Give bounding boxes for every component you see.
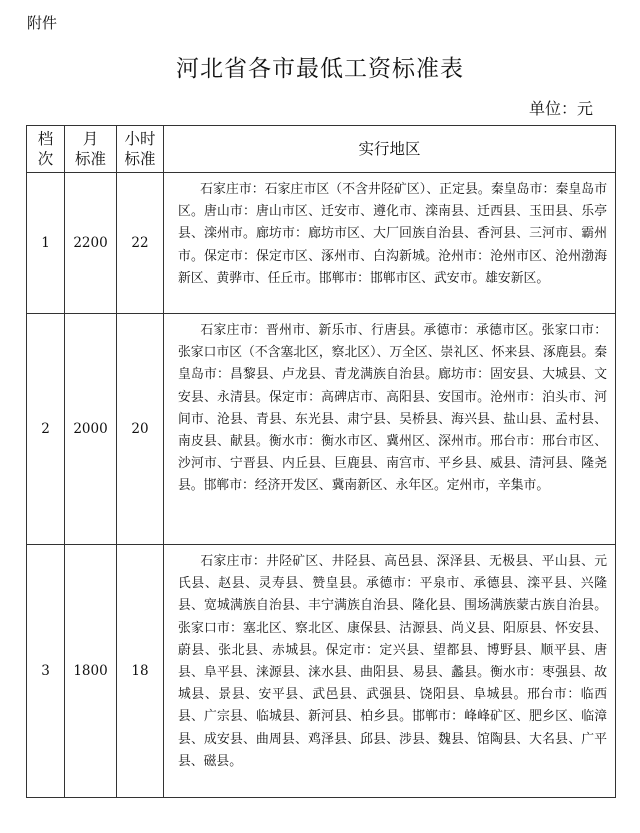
area-cell bbox=[164, 173, 616, 314]
header-area: 实行地区 bbox=[164, 126, 616, 173]
area-text: 石家庄市：井陉矿区、井陉县、高邑县、深泽县、无极县、平山县、元氏县、赵县、灵寿县、赞皇县。承德市：平泉市、承德县、滦平县、兴隆县、宽城满族自治县、丰宁满族自治县、隆化县、围场满族蒙古族自治县。张家口市：塞北区、察北区、康保县、沽源县、尚义县、阳原县、怀安县、蔚县、张北县、赤城县。保定市：定兴县、望都县、博野县、顺平县、唐县、阜平县、涞源县、涞水县、曲阳县、易县、蠡县。衡水市：枣强县、故城县、景县、安平县、武邑县、武强县、饶阳县、阜城县。邢台市：临西县、广宗县、临城县、新河县、柏乡县。邯郸市：峰峰矿区、肥乡区、临漳县、成安县、曲周县、鸡泽县、邱县、涉县、魏县、馆陶县、大名县、广平县、磁县。 bbox=[178, 554, 607, 769]
hourly-cell: 18 bbox=[117, 545, 164, 798]
table-header-row bbox=[27, 126, 616, 173]
header-hourly-line1: 小时 bbox=[124, 130, 156, 148]
table-row bbox=[27, 545, 616, 798]
header-monthly-line2: 标准 bbox=[74, 150, 106, 168]
area-cell bbox=[164, 314, 616, 545]
monthly-cell: 2200 bbox=[65, 173, 117, 314]
hourly-cell: 20 bbox=[117, 314, 164, 545]
header-tier bbox=[27, 126, 65, 173]
table-row bbox=[27, 314, 616, 545]
tier-cell: 1 bbox=[27, 173, 65, 314]
header-tier-line1: 档 bbox=[37, 130, 54, 148]
area-cell bbox=[164, 545, 616, 798]
table-row bbox=[27, 173, 616, 314]
area-text: 石家庄市：晋州市、新乐市、行唐县。承德市：承德市区。张家口市：张家口市区（不含塞北区，察北区）、万全区、崇礼区、怀来县、涿鹿县。秦皇岛市：昌黎县、卢龙县、青龙满族自治县。廊坊市：固安县、大城县、文安县、永清县。保定市：高碑店市、高阳县、安国市。沧州市：泊头市、河间市、沧县、青县、东光县、肃宁县、吴桥县、海兴县、盐山县、孟村县、南皮县、献县。衡水市：衡水市区、冀州区、深州市。邢台市：邢台市区、沙河市、宁晋县、内丘县、巨鹿县、南宫市、平乡县、威县、清河县、隆尧县。邯郸市：经济开发区、冀南新区、永年区。定州市，辛集市。 bbox=[178, 323, 607, 494]
area-text: 石家庄市：石家庄市区（不含井陉矿区）、正定县。秦皇岛市：秦皇岛市区。唐山市：唐山市区、迁安市、遵化市、滦南县、迁西县、玉田县、乐亭县、滦州市。廊坊市：廊坊市区、大厂回族自治县、香河县、三河市、霸州市。保定市：保定市区、涿州市、白沟新城。沧州市：沧州市区、沧州渤海新区、黄骅市、任丘市。邯郸市：邯郸市区、武安市。雄安新区。 bbox=[178, 182, 607, 286]
monthly-cell: 1800 bbox=[65, 545, 117, 798]
header-monthly-line1: 月 bbox=[82, 130, 99, 148]
header-monthly bbox=[65, 126, 117, 173]
header-hourly bbox=[117, 126, 164, 173]
monthly-cell: 2000 bbox=[65, 314, 117, 545]
tier-cell: 2 bbox=[27, 314, 65, 545]
header-tier-line2: 次 bbox=[37, 150, 54, 168]
hourly-cell: 22 bbox=[117, 173, 164, 314]
attachment-label: 附件 bbox=[27, 14, 58, 32]
unit-label: 单位：元 bbox=[528, 99, 593, 118]
document-title: 河北省各市最低工资标准表 bbox=[176, 56, 464, 82]
tier-cell: 3 bbox=[27, 545, 65, 798]
minimum-wage-table bbox=[26, 125, 616, 798]
header-hourly-line2: 标准 bbox=[124, 150, 156, 168]
